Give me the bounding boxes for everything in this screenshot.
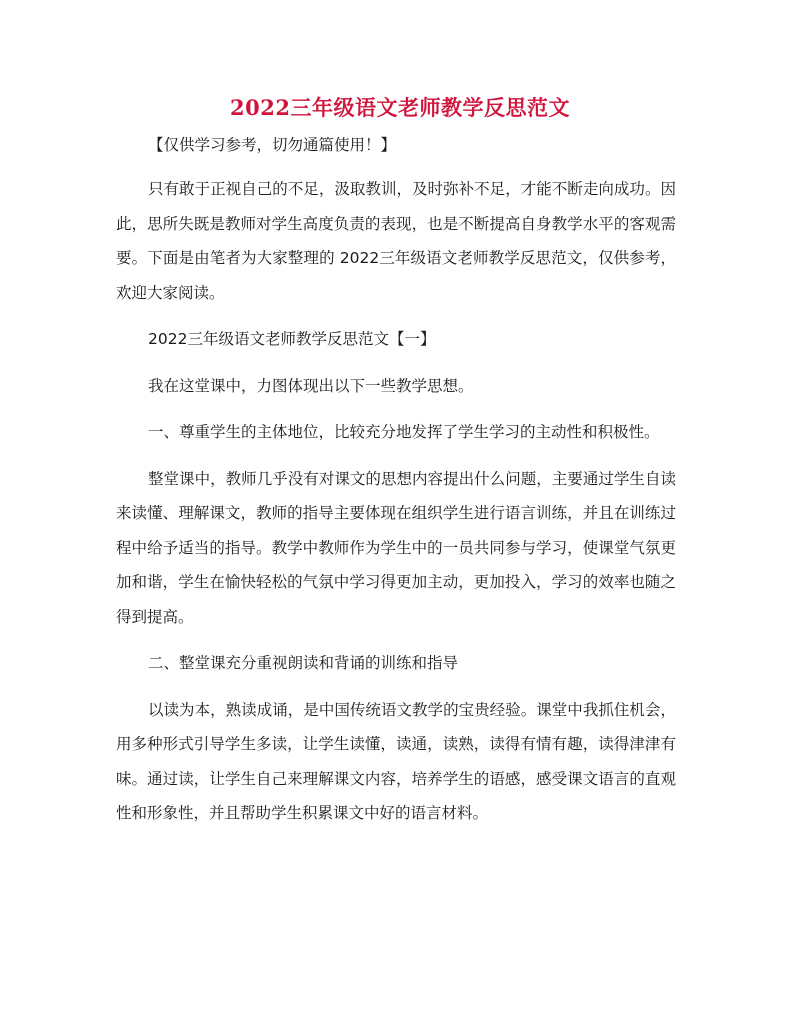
document-body [116, 130, 676, 831]
point1-body: 整堂课中，教师几乎没有对课文的思想内容提出什么问题，主要通过学生自读来读懂、理解课文，教师的指导主要体现在组织学生进行语言训练，并且在训练过程中给予适当的指导。教学中教师作为学生中的一员共同参与学习，使课堂气氛更加和谐，学生在愉快轻松的气氛中学习得更加主动，更加投入，学习的效率也随之得到提高。 [116, 469, 676, 626]
usage-note: 【仅供学习参考，切勿通篇使用！】 [148, 136, 397, 154]
lead-paragraph: 我在这堂课中，力图体现出以下一些教学思想。 [148, 376, 474, 395]
point2-body: 以读为本，熟读成诵，是中国传统语文教学的宝贵经验。课堂中我抓住机会，用多种形式引导学生多读，让学生读懂，读通，读熟，读得有情有趣，读得津津有味。通过读，让学生自己来理解课文内容，培养学生的语感，感受课文语言的直观性和形象性，并且帮助学生积累课文中好的语言材料。 [116, 700, 676, 822]
intro-paragraph: 只有敢于正视自己的不足，汲取教训，及时弥补不足，才能不断走向成功。因此，思所失既是教师对学生高度负责的表现，也是不断提高自身教学水平的客观需要。下面是由笔者为大家整理的 2022三年级语文老师教学反思范文，仅供参考，欢迎大家阅读。 [116, 180, 676, 302]
document-title: 2022三年级语文老师教学反思范文 [230, 95, 570, 120]
section-heading: 2022三年级语文老师教学反思范文【一】 [148, 330, 436, 348]
point2-heading: 二、整堂课充分重视朗读和背诵的训练和指导 [148, 654, 459, 672]
point1-heading: 一、尊重学生的主体地位，比较充分地发挥了学生学习的主动性和积极性。 [148, 423, 660, 441]
